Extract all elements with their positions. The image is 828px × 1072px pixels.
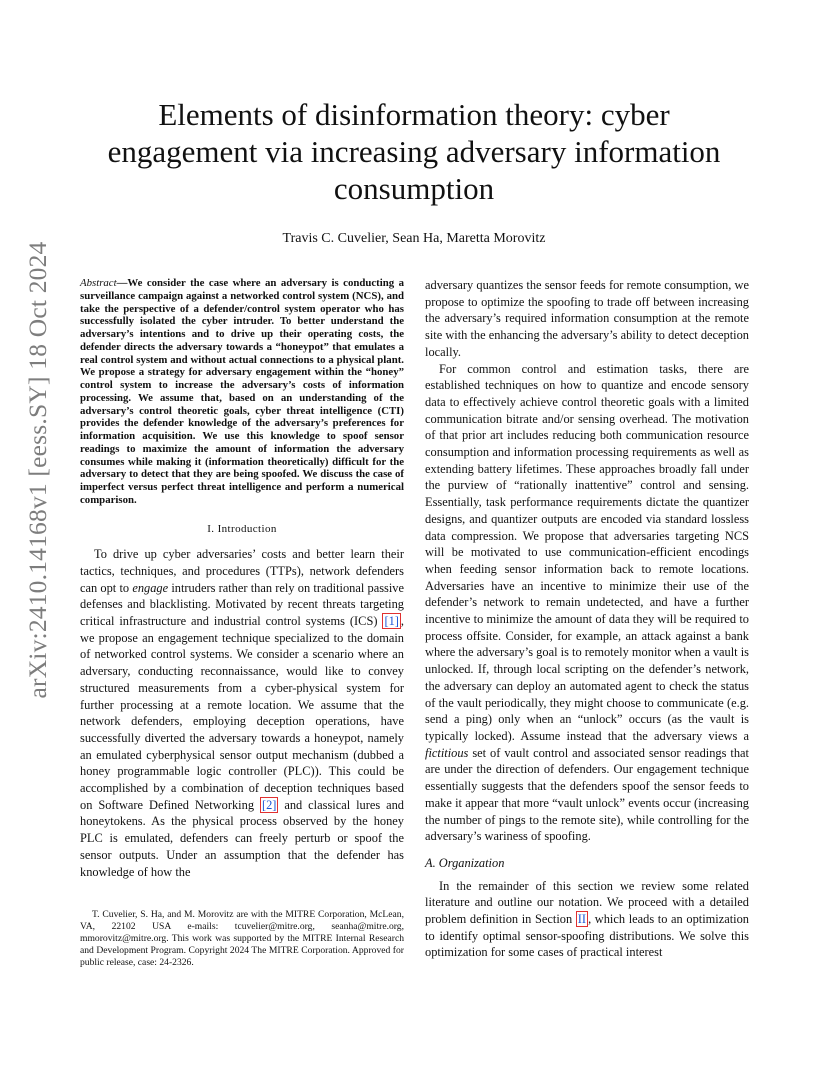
abstract-text: —We consider the case where an adversary is conducting a surveillance campaign against a networked control system (NCS), and take the perspective of a defender/control system operator who has successfully isolated the cyber intruder. To better understand the adversary’s intentions and to drive up their operating costs, the defender directs the adversary towards a “honeypot” that emulates a real control system and without actual connections to a physical plant. We propose a strategy for adversary engagement within the “honey” control system to increase the adversary’s costs of information processing. We assume that, based on an understanding of the adversary’s control theoretic goals, cyber threat intelligence (CTI) provides the defender knowledge of the adversary’s preferences for information acquisition. We use this knowledge to spoof sensor readings to maximize the amount of information the adversary consumes while making it (information theoretically) difficult for the adversary to detect that they are being spoofed. We discuss the case of imperfect versus perfect threat intelligence and perform a numerical comparison. [80,277,404,506]
organization-text: , which leads to an optimization to identify optimal sensor-spoofing distributions. We solve this optimization for some cases of practical interest [425,912,749,960]
intro-paragraph-2 [425,361,749,845]
intro-text: intruders rather than rely on traditional passive defenses and blacklisting. Motivated by recent threats targeting critical infrastructure and industrial control systems (ICS) [80,580,404,629]
intro-text: To drive up cyber adversaries’ costs and better learn their tactics, techniques, and procedures (TTPs), network defenders can opt to [80,547,404,595]
intro-text: and classical lures and honeytokens. As the physical process observed by the honey PLC is emulated, defenders can freely perturb or spoof the sensor outputs. Under an assumption that the defender has knowledge of how the [80,797,404,879]
subsection-heading-organization: A. Organization [425,855,505,870]
arxiv-sidebar [14,241,62,699]
section-reference-link[interactable]: II [577,912,587,927]
author-footnote [80,909,404,969]
left-column [80,277,404,880]
intro-text: , we propose an engagement technique specialized to the domain of networked control systems. We consider a scenario where an adversary, conducting reconnaissance, would like to convey structured measurements from a cyber-physical system for further processing at a remote location. We assume that the network defenders, employing deception operations, have successfully diverted the adversary towards a honeypot, namely an emulated cyberphysical sensor output mechanism (dubbed a honey programmable logic controller (PLC)). This could be accomplished by a combination of deception techniques based on Software Defined Networking [80,614,404,812]
abstract-label: Abstract [80,277,117,289]
intro-text: For common control and estimation tasks, there are established techniques on how to quantize and encode sensory data to effectively achieve control theoretic goals with a limited communication bitrate and/or sensing overhead. The motivation of that prior art includes reducing both communication resource consumption and information processing requirements as well as extending battery lifetimes. These approaches broadly fall under the purview of “rationally inattentive” control and sensing. Essentially, task performance requirements dictate the quantizer designs, and quantizer outputs are encoded via standard lossless data compression. We propose that adversaries targeting NCS will be motivated to use communication-efficient encodings when feeding sensor information back to remote locations. Adversaries have an incentive to minimize their use of the defender’s network to remain undetected, and have a further incentive to minimize the amount of data they will be required to process offsite. Consider, for example, an attack against a bank where the adversary’s goal is to remotely monitor when a vault is unlocked. If, through local scripting on the defender’s network, the adversary can deploy an automated agent to check the status of the vault periodically, they might choose to communicate (e.g. send a ping) only when an “unlock” occurs (as the vault is typically locked). Assume instead that the adversary views a [425,361,749,743]
organization-text: In the remainder of this section we review some related literature and outline our notation. We proceed with a detailed problem definition in Section [425,878,749,927]
citation-link-2[interactable]: [2] [261,797,277,812]
organization-paragraph [425,878,749,962]
emphasis-engage: engage [132,580,169,595]
arxiv-identifier: arXiv:2410.14168v1 [eess.SY] 18 Oct 2024 [23,241,52,699]
paper-title: Elements of disinformation theory: cyber engagement via increasing adversary information consumption [107,97,721,206]
section-heading-introduction: I. Introduction [207,522,277,535]
emphasis-fictitious: fictitious [425,745,469,760]
citation-link-1[interactable]: [1] [384,614,399,629]
abstract [80,277,404,507]
author-list: Travis C. Cuvelier, Sean Ha, Maretta Morovitz [282,231,546,246]
intro-paragraph-1 [80,546,404,880]
intro-text: set of vault control and associated sensor readings that are under the direction of defenders. Our engagement technique essentially suggests that the defenders spoof the sensor feeds to make it appear that more “vault unlock” events occur (increasing the number of pings to the remote site), while controlling for the adversary’s wariness of spoofing. [425,745,749,844]
intro-paragraph-1-continued: adversary quantizes the sensor feeds for remote consumption, we propose to optimize the spoofing to trade off between increasing the adversary’s required information consumption at the remote site with the enhancing the adversary’s ability to detect deception locally. [425,278,749,359]
footnote-text: T. Cuvelier, S. Ha, and M. Morovitz are with the MITRE Corporation, McLean, VA, 22102 USA e-mails: tcuvelier@mitre.org, seanha@mitre.org, mmorovitz@mitre.org. This work was supported by the MITRE Internal Research and Development Program. Copyright 2024 The MITRE Corporation. Approved for public release, case: 24-2326. [80,909,404,968]
right-column [425,277,749,961]
